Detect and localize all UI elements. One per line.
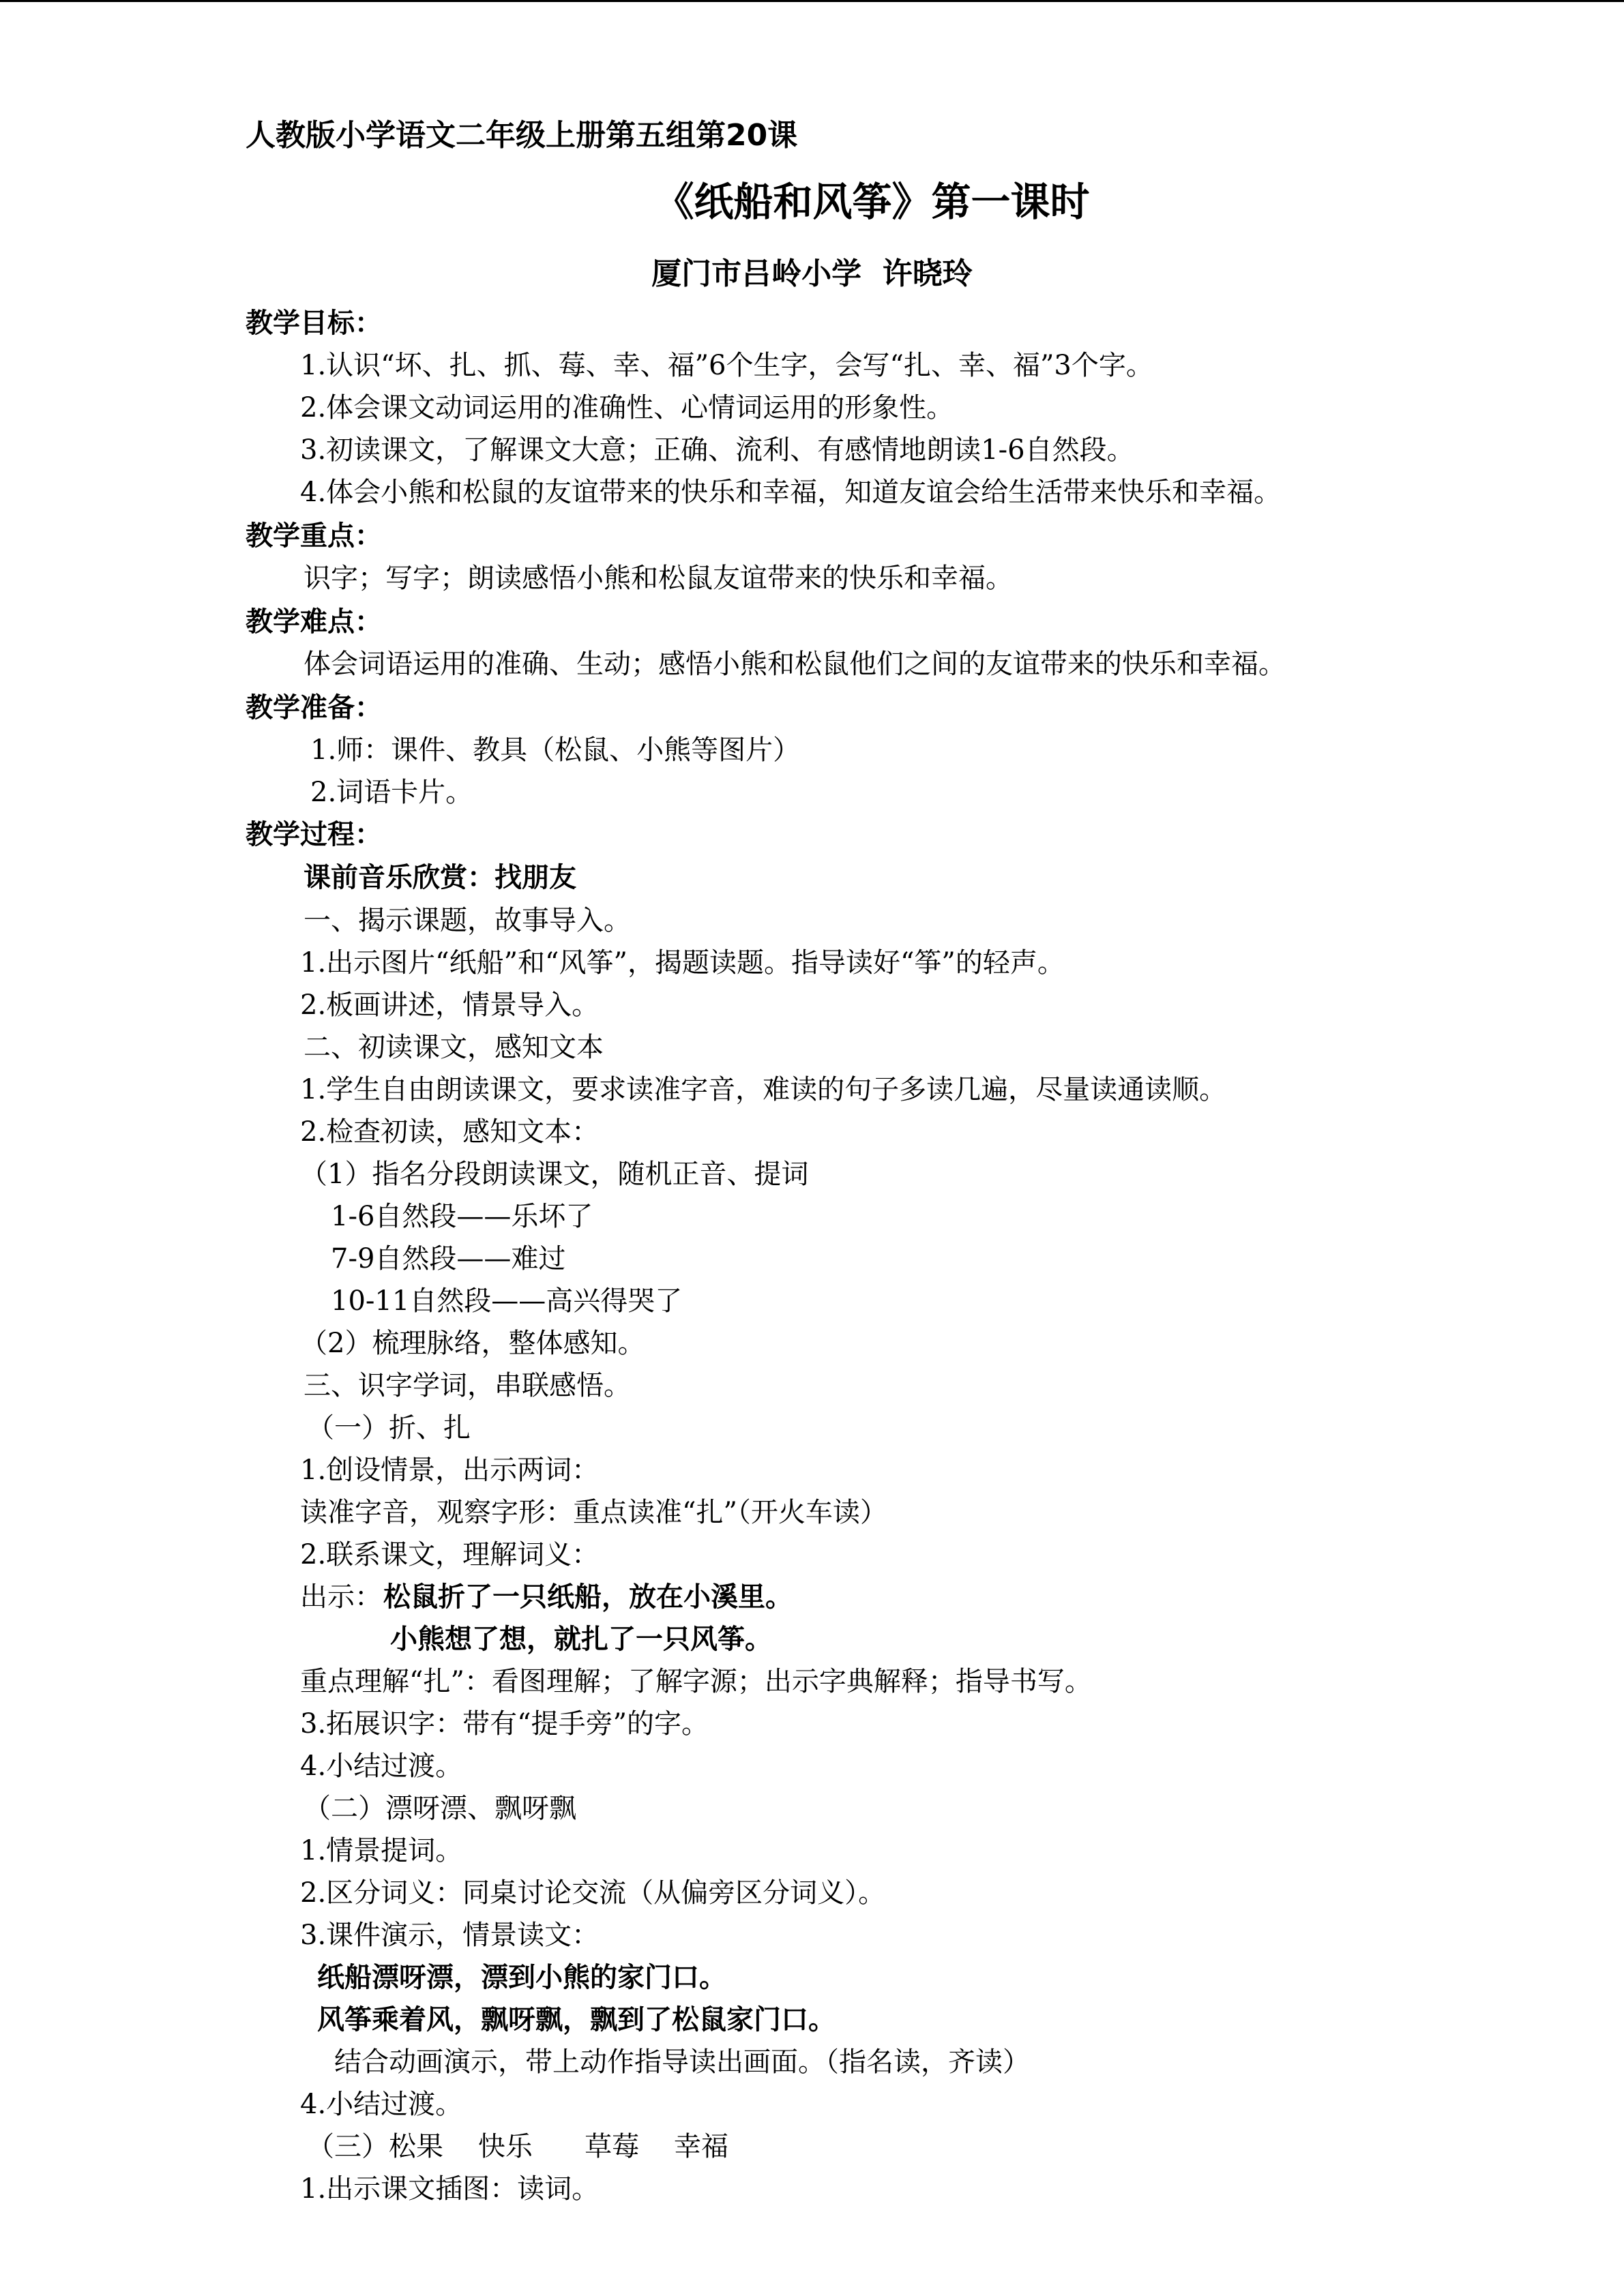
goals-heading: 教学目标：: [246, 308, 382, 339]
example-sentence: 小熊想了想，就扎了一只风筝。: [390, 1624, 772, 1655]
key-points-heading: 教学重点：: [246, 520, 382, 552]
process-line: 结合动画演示，带上动作指导读出画面。（指名读，齐读）: [334, 2046, 1030, 2078]
process-line: 2.检查初读，感知文本：: [300, 1116, 600, 1148]
goal-item: 4.体会小熊和松鼠的友谊带来的快乐和幸福，知道友谊会给生活带来快乐和幸福。: [300, 477, 1282, 508]
lesson-suffix: 课: [767, 118, 798, 153]
lesson-number: 20: [726, 118, 768, 153]
process-line: （1）指名分段朗读课文，随机正音、提词: [300, 1159, 809, 1190]
series-line: [246, 115, 797, 157]
process-line: 1.创设情景，出示两词：: [300, 1455, 600, 1486]
example-sentence: 松鼠折了一只纸船，放在小溪里。: [383, 1581, 793, 1613]
process-line: 10-11自然段——高兴得哭了: [331, 1285, 683, 1317]
process-line: 出示：: [300, 1581, 382, 1613]
process-line: 二、初读课文，感知文本: [304, 1032, 604, 1063]
series-text: 人教版小学语文二年级上册第五组第: [246, 118, 726, 153]
process-line: （三）松果 快乐 草莓 幸福: [307, 2131, 729, 2162]
process-line: 4.小结过渡。: [300, 2089, 463, 2120]
preparation-item: 2.词语卡片。: [310, 777, 473, 808]
process-line: 2.区分词义：同桌讨论交流（从偏旁区分词义）。: [300, 1877, 886, 1909]
preparation-heading: 教学准备：: [246, 692, 382, 724]
author-line: 厦门市吕岭小学 许晓玲: [651, 256, 973, 291]
difficulties-heading: 教学难点：: [246, 606, 382, 638]
process-line: 3.课件演示，情景读文：: [300, 1920, 600, 1951]
process-line: 三、识字学词，串联感悟。: [304, 1370, 631, 1401]
goal-item: 2.体会课文动词运用的准确性、心情词运用的形象性。: [300, 392, 954, 423]
key-points-text: 识字；写字；朗读感悟小熊和松鼠友谊带来的快乐和幸福。: [304, 563, 1013, 594]
process-line: 一、揭示课题，故事导入。: [304, 905, 631, 936]
page-title: 《纸船和风筝》第一课时: [654, 179, 1090, 225]
process-line: 7-9自然段——难过: [331, 1243, 566, 1274]
goal-item: 1.认识“坏、扎、抓、莓、幸、福”6个生字，会写“扎、幸、福”3个字。: [300, 350, 1153, 381]
process-line: 2.板画讲述，情景导入。: [300, 989, 600, 1021]
process-line: 4.小结过渡。: [300, 1750, 463, 1782]
warmup-line: 课前音乐欣赏：找朋友: [304, 862, 576, 893]
process-line: 3.拓展识字：带有“提手旁”的字。: [300, 1708, 709, 1740]
process-line: 1.学生自由朗读课文，要求读准字音，难读的句子多读几遍，尽量读通读顺。: [300, 1074, 1227, 1105]
process-line: 1-6自然段——乐坏了: [331, 1201, 593, 1232]
difficulties-text: 体会词语运用的准确、生动；感悟小熊和松鼠他们之间的友谊带来的快乐和幸福。: [304, 648, 1286, 680]
preparation-item: 1.师：课件、教具（松鼠、小熊等图片）: [310, 734, 801, 766]
process-line: 读准字音，观察字形：重点读准“扎”（开火车读）: [300, 1497, 887, 1528]
process-heading: 教学过程：: [246, 819, 382, 850]
process-line: 1.情景提词。: [300, 1835, 463, 1866]
process-line: （二）漂呀漂、飘呀飘: [304, 1793, 576, 1824]
process-line: 1.出示课文插图：读词。: [300, 2173, 600, 2205]
process-line: 重点理解“扎”：看图理解；了解字源；出示字典解释；指导书写。: [300, 1666, 1092, 1697]
process-line: 2.联系课文，理解词义：: [300, 1539, 600, 1570]
example-sentence: 风筝乘着风，飘呀飘，飘到了松鼠家门口。: [317, 2004, 836, 2036]
example-sentence: 纸船漂呀漂，漂到小熊的家门口。: [317, 1962, 726, 1993]
goal-item: 3.初读课文，了解课文大意；正确、流利、有感情地朗读1-6自然段。: [300, 434, 1134, 466]
process-line: 1.出示图片“纸船”和“风筝”，揭题读题。指导读好“筝”的轻声。: [300, 947, 1065, 979]
process-line: （2）梳理脉络，整体感知。: [300, 1328, 645, 1359]
process-line: （一）折、扎: [307, 1412, 471, 1444]
